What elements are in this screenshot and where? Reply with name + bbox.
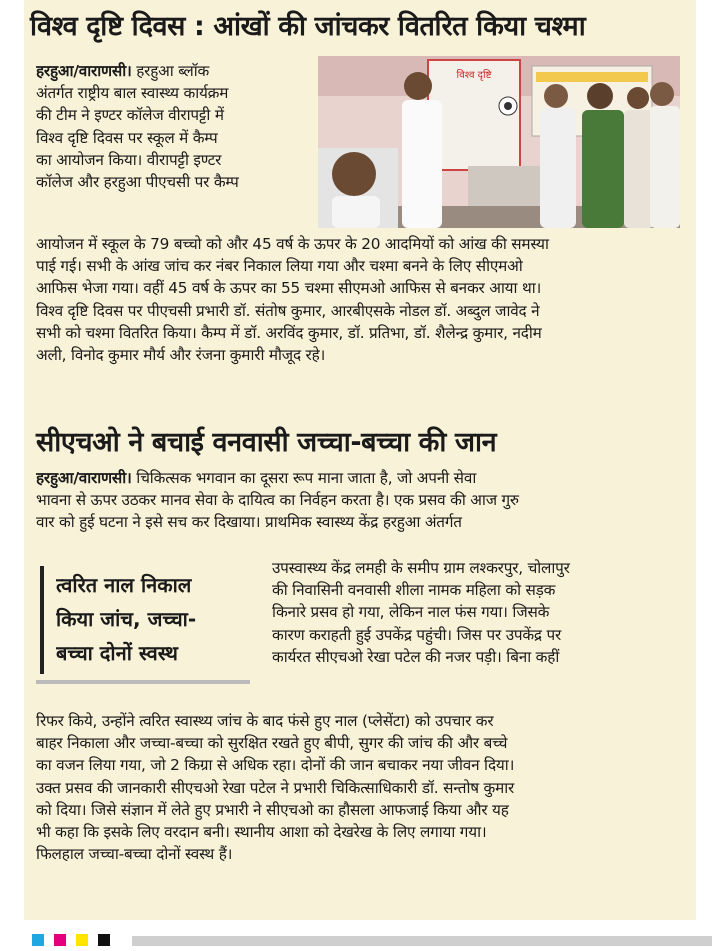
article2-line: भावना से ऊपर उठकर मानव सेवा के दायित्व का निर्वहन करता है। एक प्रसव की आज गुरु: [36, 491, 519, 510]
article1-line: हरहुआ/वाराणसी। हरहुआ ब्लॉक: [36, 62, 210, 80]
article2-line: कारण कराहती हुई उपकेंद्र पहुंची। जिस पर उपकेंद्र पर: [272, 625, 562, 644]
article2-side-column: [272, 557, 688, 668]
article1-photo: [318, 56, 680, 228]
swatch-black: [98, 934, 110, 946]
swatch-yellow: [76, 934, 88, 946]
print-color-bar: [0, 926, 720, 951]
article2-line: को दिया। जिसे संज्ञान में लेते हुए प्रभारी ने सीएचओ का हौसला आफजाई किया और यह: [36, 800, 509, 819]
article2-line: वार को हुई घटना ने इसे सच कर दिखाया। प्राथमिक स्वास्थ्य केंद्र हरहुआ अंतर्गत: [36, 513, 462, 532]
svg-text:विश्व दृष्टि: विश्व दृष्टि: [456, 70, 492, 81]
article2-body: [36, 710, 688, 865]
article1-dateline: हरहुआ/वाराणसी।: [36, 62, 132, 80]
article1-line: पाई गई। सभी के आंख जांच कर नंबर निकाल लिया गया और चश्मा बनने के लिए सीएमओ: [36, 257, 523, 276]
article2-line: किनारे प्रसव हो गया, लेकिन नाल फंस गया। जिसके: [272, 603, 550, 622]
pullquote-rule: [36, 680, 250, 684]
article2-line: भी कहा कि इसके लिए वरदान बनी। स्थानीय आशा को देखरेख के लिए लगाया गया।: [36, 823, 487, 842]
article1-line: आयोजन में स्कूल के 79 बच्चो को और 45 वर्ष के ऊपर के 20 आदमियों को आंख की समस्या: [36, 235, 549, 253]
article2-dateline: हरहुआ/वाराणसी।: [36, 469, 132, 487]
article1-intro: [36, 60, 311, 193]
article1-line: कॉलेज और हरहुआ पीएचसी पर कैम्प: [36, 173, 239, 192]
article1-line: विश्व दृष्टि दिवस पर पीएचसी प्रभारी डॉ. संतोष कुमार, आरबीएसके नोडल डॉ. अब्दुल जावेद ने: [36, 301, 540, 320]
article2-line: उक्त प्रसव की जानकारी सीएचओ रेखा पटेल ने प्रभारी चिकित्साधिकारी डॉ. सन्तोष कुमार: [36, 778, 515, 797]
article2-pullquote: [36, 566, 250, 686]
article2-line: की निवासिनी वनवासी शीला नामक महिला को सड़क: [272, 581, 556, 600]
article1-line: आफिस भेजा गया। वहीं 45 वर्ष के ऊपर का 55 चश्मा सीएमओ आफिस से बनकर आया था।: [36, 279, 542, 298]
article2-line: कार्यरत सीएचओ रेखा पटेल की नजर पड़ी। बिना कहीं: [272, 647, 560, 666]
footer-gray-bar: [132, 936, 712, 946]
article2-intro: [36, 467, 688, 534]
article1-line: अली, विनोद कुमार मौर्य और रंजना कुमारी मौजूद रहे।: [36, 346, 326, 365]
article2-line: फिलहाल जच्चा-बच्चा दोनों स्वस्थ हैं।: [36, 845, 233, 864]
article1-line: का आयोजन किया। वीरापट्टी इण्टर: [36, 150, 222, 169]
article2-line: उपस्वास्थ्य केंद्र लमही के समीप ग्राम लश्करपुर, चोलापुर: [272, 559, 570, 577]
pullquote-text: त्वरित नाल निकाल किया जांच, जच्चा- बच्चा दोनों स्वस्थ: [56, 573, 197, 665]
article2-line: हरहुआ/वाराणसी। चिकित्सक भगवान का दूसरा रूप माना जाता है, जो अपनी सेवा: [36, 469, 477, 487]
article1-line: की टीम ने इण्टर कॉलेज वीरापट्टी में: [36, 106, 224, 125]
swatch-magenta: [54, 934, 66, 946]
article1-body: [36, 233, 688, 366]
article2-line: रिफर किये, उन्होंने त्वरित स्वास्थ्य जांच के बाद फंसे हुए नाल (प्लेसेंटा) को उपचार कर: [36, 712, 494, 730]
article1-headline: विश्व दृष्टि दिवस : आंखों की जांचकर वितरित किया चश्मा: [30, 11, 586, 42]
article2-line: का वजन लिया गया, जो 2 किग्रा से अधिक रहा। दोनों की जान बचाकर नया जीवन दिया।: [36, 756, 515, 775]
article2-line: बाहर निकाला और जच्चा-बच्चा को सुरक्षित रखते हुए बीपी, सुगर की जांच की और बच्चे: [36, 734, 508, 753]
swatch-cyan: [32, 934, 44, 946]
article1-line: सभी को चश्मा वितरित किया। कैम्प में डॉ. अरविंद कुमार, डॉ. प्रतिभा, डॉ. शैलेन्द्र कुमार, नदीम: [36, 323, 542, 342]
article1-line: अंतर्गत राष्ट्रीय बाल स्वास्थ्य कार्यक्रम: [36, 84, 229, 103]
article2-headline: सीएचओ ने बचाई वनवासी जच्चा-बच्चा की जान: [36, 427, 497, 458]
article1-line: विश्व दृष्टि दिवस पर स्कूल में कैम्प: [36, 128, 218, 147]
pullquote-bar: [40, 566, 44, 674]
